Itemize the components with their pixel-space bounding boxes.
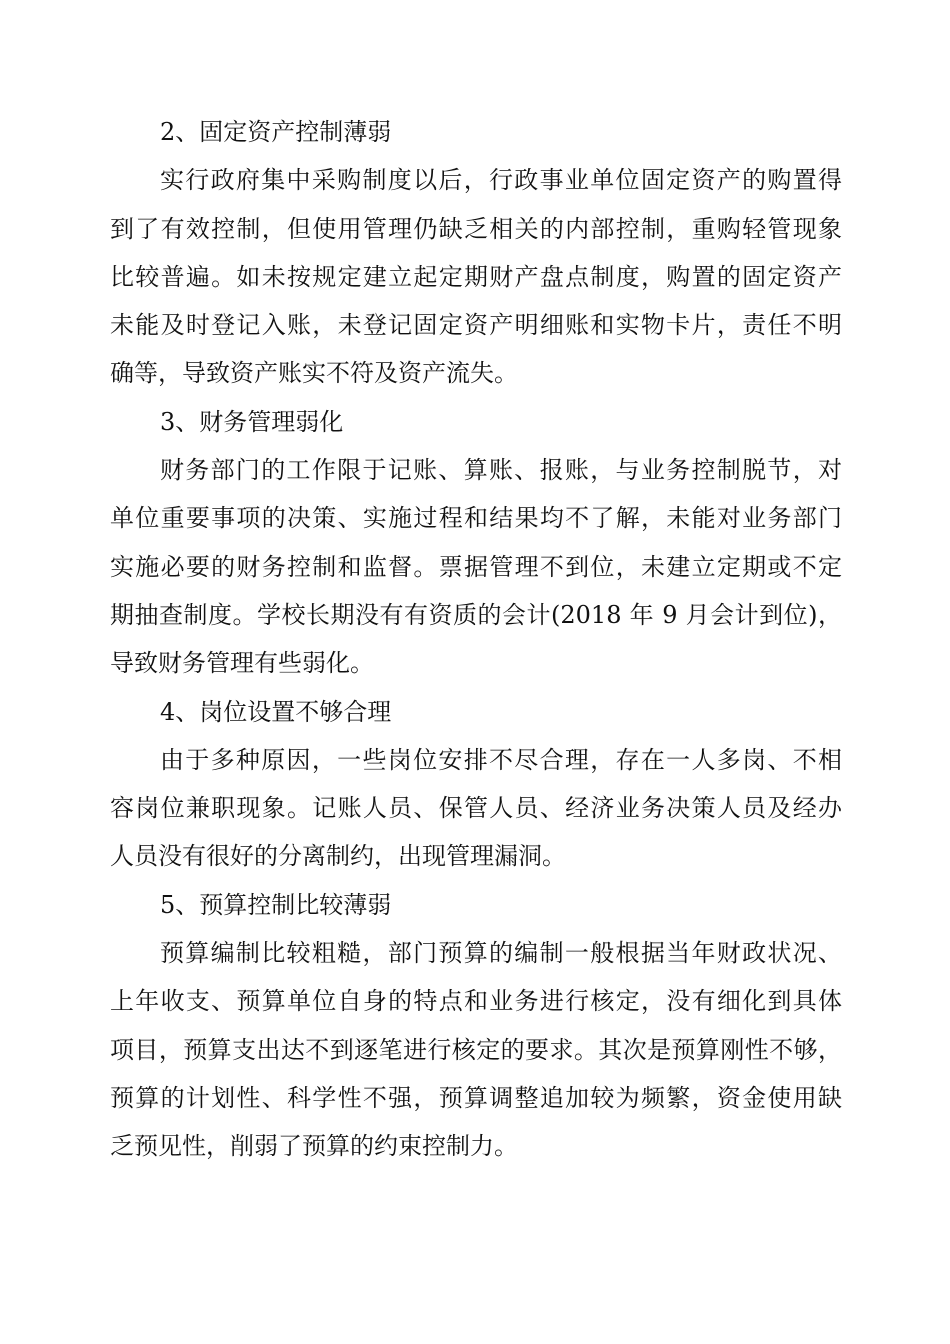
paragraph-line: 容岗位兼职现象。记账人员、保管人员、经济业务决策人员及经办 xyxy=(110,794,842,823)
paragraph-line: 导致财务管理有些弱化。 xyxy=(110,649,374,678)
paragraph-line: 期抽查制度。学校长期没有有资质的会计(2018 年 9 月会计到位)， xyxy=(110,600,842,629)
paragraph-line: 确等，导致资产账实不符及资产流失。 xyxy=(110,359,518,388)
section-heading: 5、预算控制比较薄弱 xyxy=(160,890,392,919)
paragraph-line: 由于多种原因，一些岗位安排不尽合理，存在一人多岗、不相 xyxy=(160,745,842,774)
paragraph-line: 项目，预算支出达不到逐笔进行核定的要求。其次是预算刚性不够， xyxy=(110,1035,842,1064)
paragraph-line: 比较普遍。如未按规定建立起定期财产盘点制度，购置的固定资产 xyxy=(110,262,842,291)
paragraph-line: 预算的计划性、科学性不强，预算调整追加较为频繁，资金使用缺 xyxy=(110,1083,842,1112)
paragraph-line: 财务部门的工作限于记账、算账、报账，与业务控制脱节，对 xyxy=(160,456,842,485)
paragraph-line: 乏预见性，削弱了预算的约束控制力。 xyxy=(110,1132,518,1161)
paragraph-line: 单位重要事项的决策、实施过程和结果均不了解，未能对业务部门 xyxy=(110,504,842,533)
section-heading: 4、岗位设置不够合理 xyxy=(160,697,392,726)
paragraph-line: 实施必要的财务控制和监督。票据管理不到位，未建立定期或不定 xyxy=(110,552,842,581)
paragraph-line: 实行政府集中采购制度以后，行政事业单位固定资产的购置得 xyxy=(160,166,842,195)
paragraph-line: 上年收支、预算单位自身的特点和业务进行核定，没有细化到具体 xyxy=(110,987,842,1016)
paragraph-line: 未能及时登记入账，未登记固定资产明细账和实物卡片，责任不明 xyxy=(110,311,842,340)
document-page xyxy=(110,108,842,1171)
paragraph-line: 到了有效控制，但使用管理仍缺乏相关的内部控制，重购轻管现象 xyxy=(110,214,842,243)
section-heading: 3、财务管理弱化 xyxy=(160,407,344,436)
paragraph-line: 人员没有很好的分离制约，出现管理漏洞。 xyxy=(110,842,566,871)
paragraph-line: 预算编制比较粗糙，部门预算的编制一般根据当年财政状况、 xyxy=(160,939,842,968)
section-heading: 2、固定资产控制薄弱 xyxy=(160,118,392,146)
